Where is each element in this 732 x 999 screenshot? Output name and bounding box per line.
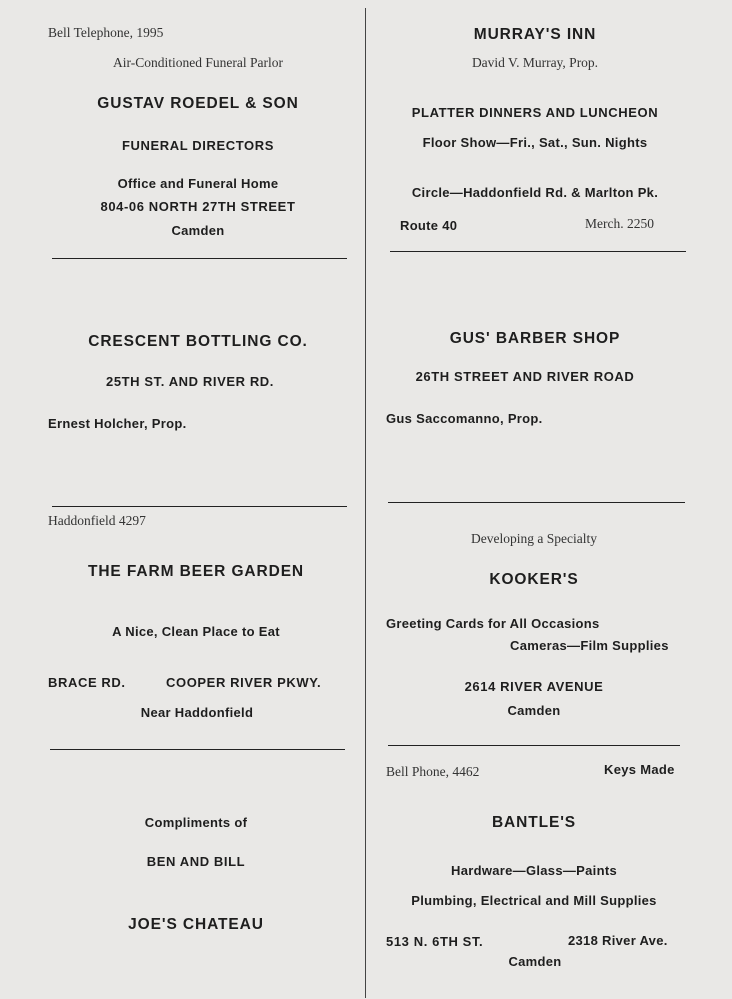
roedel-subtitle: FUNERAL DIRECTORS <box>121 138 275 153</box>
kooker-line1: Greeting Cards for All Occasions <box>386 616 600 631</box>
bantle-phone: Bell Phone, 4462 <box>386 764 480 779</box>
bantle-line2: Plumbing, Electrical and Mill Supplies <box>411 893 657 908</box>
crescent-address: 25TH ST. AND RIVER RD. <box>105 374 275 389</box>
kooker-city: Camden <box>507 703 561 718</box>
gus-address: 26TH STREET AND RIVER ROAD <box>415 369 635 384</box>
crescent-name: CRESCENT BOTTLING CO. <box>88 333 308 350</box>
roedel-phone: Bell Telephone, 1995 <box>48 25 164 40</box>
farm-road1: BRACE RD. <box>48 675 126 690</box>
gus-prop: Gus Saccomanno, Prop. <box>386 411 543 426</box>
bantle-name: BANTLE'S <box>491 814 577 831</box>
farm-near: Near Haddonfield <box>140 705 254 720</box>
bantle-addr1: 513 N. 6TH ST. <box>386 934 484 949</box>
kooker-tagline: Developing a Specialty <box>471 531 597 546</box>
kooker-line2: Cameras—Film Supplies <box>510 638 669 653</box>
crescent-prop: Ernest Holcher, Prop. <box>48 416 187 431</box>
bantle-addr2: 2318 River Ave. <box>568 933 668 948</box>
joes-name: JOE'S CHATEAU <box>128 916 264 933</box>
farm-road2: COOPER RIVER PKWY. <box>166 675 322 690</box>
bantle-keys: Keys Made <box>604 762 675 777</box>
murray-route: Route 40 <box>400 218 458 233</box>
roedel-city: Camden <box>171 223 225 238</box>
bantle-city: Camden <box>508 954 562 969</box>
divider <box>52 258 347 259</box>
gus-name: GUS' BARBER SHOP <box>449 330 621 347</box>
murray-line2: Floor Show—Fri., Sat., Sun. Nights <box>422 135 648 150</box>
farm-name: THE FARM BEER GARDEN <box>87 563 305 580</box>
murray-line1: PLATTER DINNERS AND LUNCHEON <box>411 105 659 120</box>
farm-tagline: A Nice, Clean Place to Eat <box>112 624 280 639</box>
divider <box>52 506 347 507</box>
kooker-address: 2614 RIVER AVENUE <box>464 679 604 694</box>
kooker-name: KOOKER'S <box>489 571 579 588</box>
divider <box>388 502 685 503</box>
murray-name: MURRAY'S INN <box>473 26 597 43</box>
bantle-line1: Hardware—Glass—Paints <box>451 863 617 878</box>
joes-line2: BEN AND BILL <box>146 854 246 869</box>
column-divider <box>365 8 366 998</box>
divider <box>50 749 345 750</box>
divider <box>388 745 680 746</box>
divider <box>390 251 686 252</box>
farm-phone: Haddonfield 4297 <box>48 513 146 528</box>
murray-prop: David V. Murray, Prop. <box>471 55 599 70</box>
murray-phone: Merch. 2250 <box>585 216 654 231</box>
murray-line3: Circle—Haddonfield Rd. & Marlton Pk. <box>411 185 659 200</box>
roedel-name: GUSTAV ROEDEL & SON <box>97 95 299 112</box>
roedel-line1: Office and Funeral Home <box>117 176 279 191</box>
roedel-address: 804-06 NORTH 27TH STREET <box>100 199 296 214</box>
joes-line1: Compliments of <box>144 815 248 830</box>
roedel-tagline: Air-Conditioned Funeral Parlor <box>113 55 283 70</box>
